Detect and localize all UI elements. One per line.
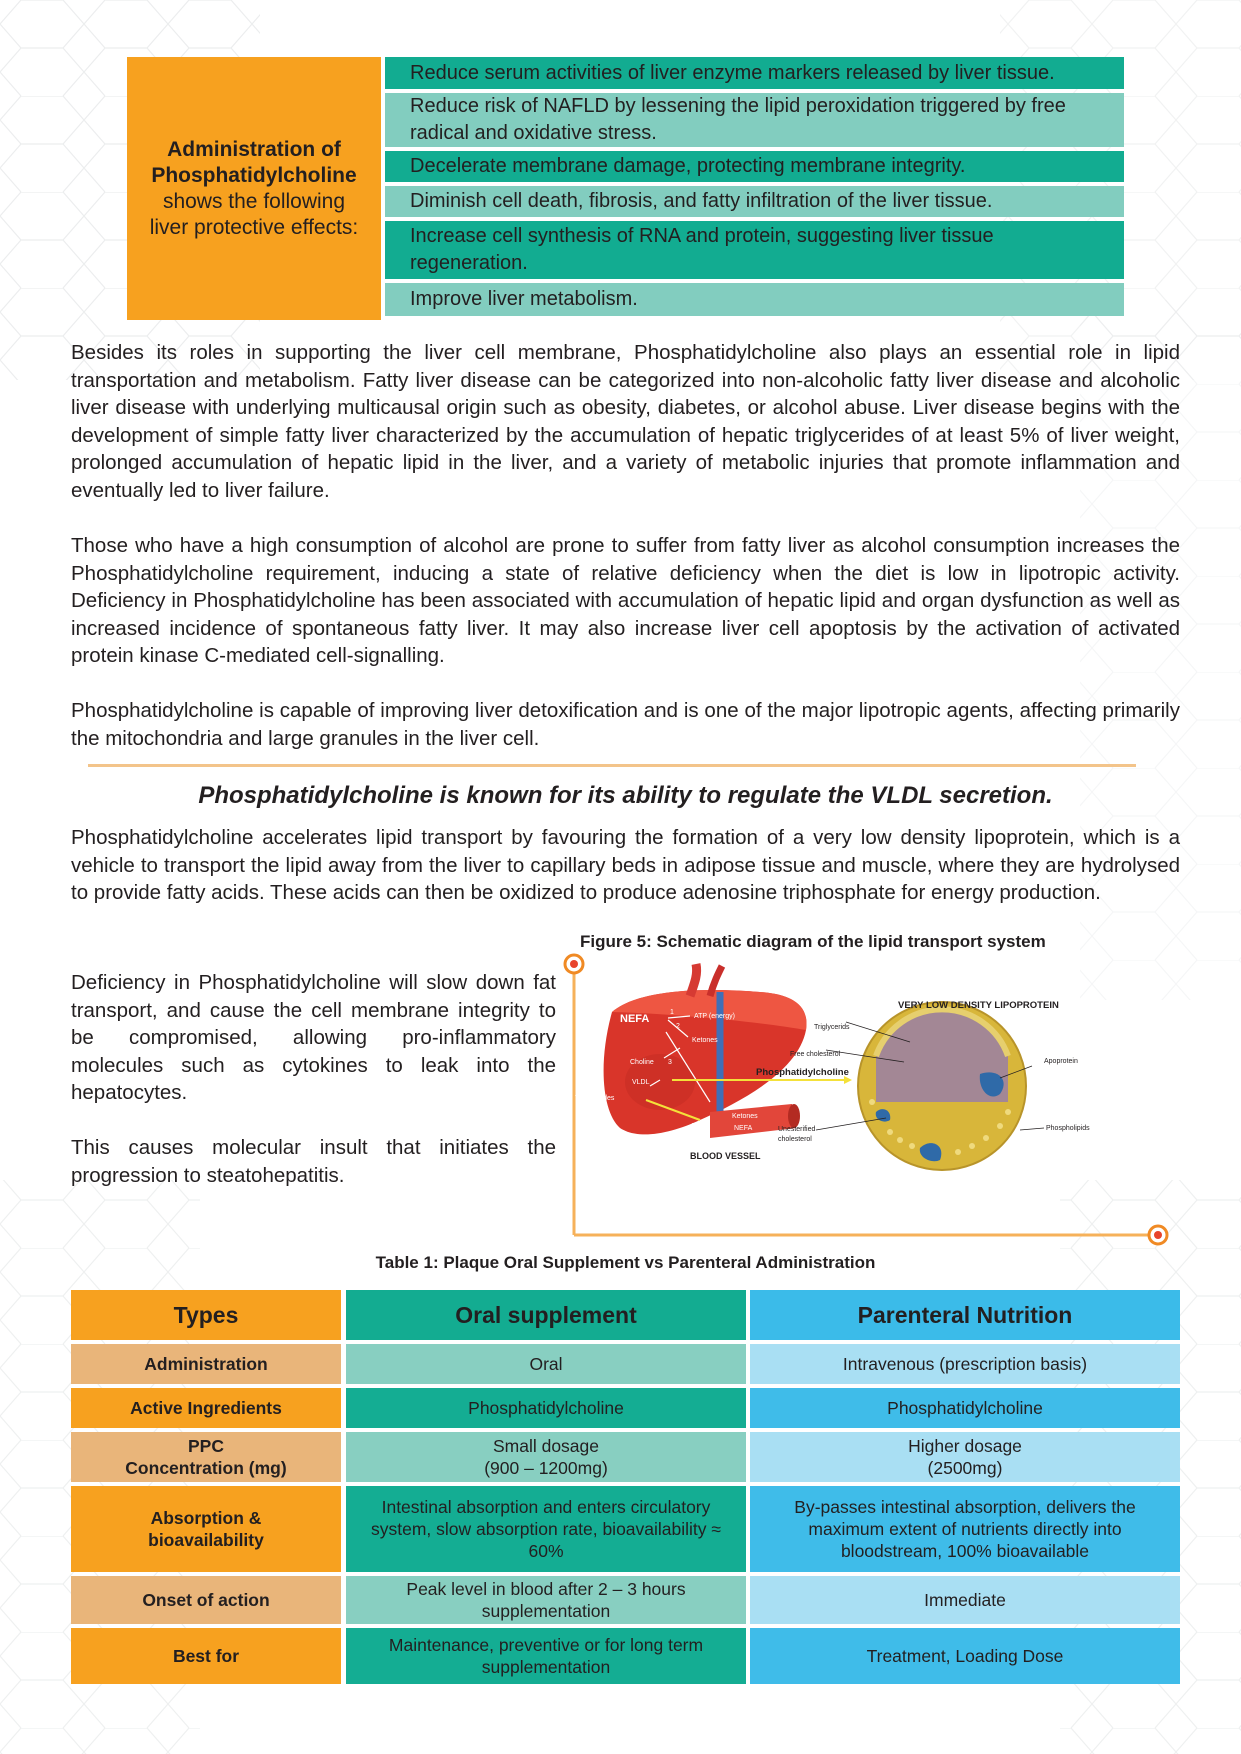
body-paragraph-liver-disease: Besides its roles in supporting the liver cell membrane, Phosphatidylcholine also plays an essential role in lipid transportation and metabolism. Fatty liver disease can be categorized into non-alcoholic fatty liver disease and alcoholic liver disease with underlying multicausal origin such as obesity, diabetes, or alcohol abuse. Liver disease begins with the development of simple fatty liver characterized by the accumulation of hepatic triglycerides of at least 5% of liver weight, prolonged accumulation of hepatic lipid in the liver, and a variety of metabolic injuries that promote inflammation and eventually led to liver failure. — [71, 341, 1180, 502]
label-vessel-nefa: NEFA — [734, 1125, 753, 1132]
effect-item: Increase cell synthesis of RNA and protein, suggesting liver tissue regeneration. — [385, 221, 1124, 279]
table-cell: Administration — [71, 1344, 341, 1384]
table-cell: PPC Concentration (mg) — [71, 1432, 341, 1482]
table-row — [71, 1576, 1180, 1624]
effects-label-bold: Administration of Phosphatidylcholine — [151, 137, 357, 187]
table-header-cell: Oral supplement — [346, 1290, 746, 1340]
table-cell: Best for — [71, 1628, 341, 1684]
vldl-paragraph: Phosphatidylcholine accelerates lipid transport by favouring the formation of a very low density lipoprotein, which is a vehicle to transport the lipid away from the liver to capillary beds in adipose tissue and muscle, where they are hydrolysed to provide fatty acids. These acids can then be oxidized to produce adenosine triphosphate for energy production. — [71, 826, 1180, 905]
label-step1: 1 — [670, 1009, 674, 1016]
label-step3: 3 — [668, 1059, 672, 1066]
table-cell: Treatment, Loading Dose — [750, 1628, 1180, 1684]
effects-label-text: shows the following liver protective effects: — [149, 189, 359, 239]
table-cell: Onset of action — [71, 1576, 341, 1624]
effect-item: Diminish cell death, fibrosis, and fatty infiltration of the liver tissue. — [385, 186, 1124, 217]
table-header-cell: Types — [71, 1290, 341, 1340]
label-cholesterol: cholesterol — [778, 1136, 812, 1143]
table-cell: Intravenous (prescription basis) — [750, 1344, 1180, 1384]
label-vessel-vldl: VLDL — [692, 1123, 710, 1130]
effects-label — [127, 57, 381, 320]
table-row — [71, 1344, 1180, 1384]
label-free-cholesterol: Free cholesterol — [790, 1051, 841, 1058]
insult-paragraph: This causes molecular insult that initiates the progression to steatohepatitis. — [71, 1136, 556, 1187]
section-heading: Phosphatidylcholine is known for its ability to regulate the VLDL secretion. — [198, 782, 1053, 809]
table-cell: Immediate — [750, 1576, 1180, 1624]
table-cell: Oral — [346, 1344, 746, 1384]
table-caption: Table 1: Plaque Oral Supplement vs Parenteral Administration — [375, 1253, 876, 1272]
lipid-transport-diagram — [560, 952, 1180, 1252]
label-blood-vessel: BLOOD VESSEL — [690, 1151, 761, 1161]
label-choline: Choline — [630, 1059, 654, 1066]
body-paragraph-alcohol: Those who have a high consumption of alcohol are prone to suffer from fatty liver as alcohol consumption increases the Phosphatidylcholine requirement, inducing a state of relative deficiency when the diet is low in lipotropic activity. Deficiency in Phosphatidylcholine has been associated with accumulation of hepatic lipid and organ dysfunction as well as increased incidence of spontaneous fatty liver. It may also increase liver cell apoptosis by the activation of activated protein kinase C-mediated cell-signalling. — [71, 534, 1180, 668]
table-cell: Maintenance, preventive or for long term supplementation — [346, 1628, 746, 1684]
label-atp: ATP (energy) — [694, 1013, 735, 1020]
label-ketones: Ketones — [692, 1037, 718, 1044]
effect-item: Reduce risk of NAFLD by lessening the lipid peroxidation triggered by free radical and oxidative stress. — [385, 93, 1124, 147]
effect-item: Reduce serum activities of liver enzyme markers released by liver tissue. — [385, 57, 1124, 89]
label-phospholipids: Phospholipids — [1046, 1125, 1090, 1132]
effect-item: Improve liver metabolism. — [385, 283, 1124, 316]
label-nefa: NEFA — [620, 1013, 650, 1025]
section-divider — [88, 764, 1136, 767]
table-header-cell: Parenteral Nutrition — [750, 1290, 1180, 1340]
table-cell: Higher dosage (2500mg) — [750, 1432, 1180, 1482]
label-triglycerids: Triglycerids — [814, 1024, 850, 1031]
table-cell: Phosphatidylcholine — [750, 1388, 1180, 1428]
label-apoprotein: Apoprotein — [1044, 1058, 1078, 1065]
deficiency-paragraph: Deficiency in Phosphatidylcholine will slow down fat transport, and cause the cell membrane integrity to be compromised, allowing pro-inflammatory molecules such as cytokines to leak into the hepatocytes. — [71, 971, 556, 1105]
label-phosphatidylcholine: Phosphatidylcholine — [756, 1067, 849, 1078]
label-triglycerides: Triglycerides — [575, 1095, 615, 1102]
protective-effects-panel — [127, 57, 1124, 320]
label-unesterified: Unesterified — [778, 1126, 816, 1133]
label-step2: 2 — [676, 1023, 680, 1030]
table-row — [71, 1486, 1180, 1572]
label-vessel-ketones: Ketones — [732, 1113, 758, 1120]
vldl-particle-illustration — [858, 1002, 1026, 1170]
table-cell: Active Ingredients — [71, 1388, 341, 1428]
effect-item: Decelerate membrane damage, protecting membrane integrity. — [385, 151, 1124, 182]
table-header-row — [71, 1290, 1180, 1340]
table-cell: Intestinal absorption and enters circulatory system, slow absorption rate, bioavailability ≈ 60% — [346, 1486, 746, 1572]
table-row — [71, 1432, 1180, 1482]
label-vldl: VLDL — [632, 1079, 650, 1086]
table-cell: Peak level in blood after 2 – 3 hours supplementation — [346, 1576, 746, 1624]
table-row — [71, 1388, 1180, 1428]
body-paragraph-detox: Phosphatidylcholine is capable of improving liver detoxification and is one of the major lipotropic agents, affecting primarily the mitochondria and large granules in the liver cell. — [71, 699, 1180, 750]
table-cell: By-passes intestinal absorption, delivers the maximum extent of nutrients directly into bloodstream, 100% bioavailable — [750, 1486, 1180, 1572]
table-cell: Absorption & bioavailability — [71, 1486, 341, 1572]
figure-caption: Figure 5: Schematic diagram of the lipid transport system — [580, 932, 1046, 951]
table-cell: Small dosage (900 – 1200mg) — [346, 1432, 746, 1482]
label-vldl-title: VERY LOW DENSITY LIPOPROTEIN — [898, 1000, 1059, 1011]
table-row — [71, 1628, 1180, 1684]
table-cell: Phosphatidylcholine — [346, 1388, 746, 1428]
